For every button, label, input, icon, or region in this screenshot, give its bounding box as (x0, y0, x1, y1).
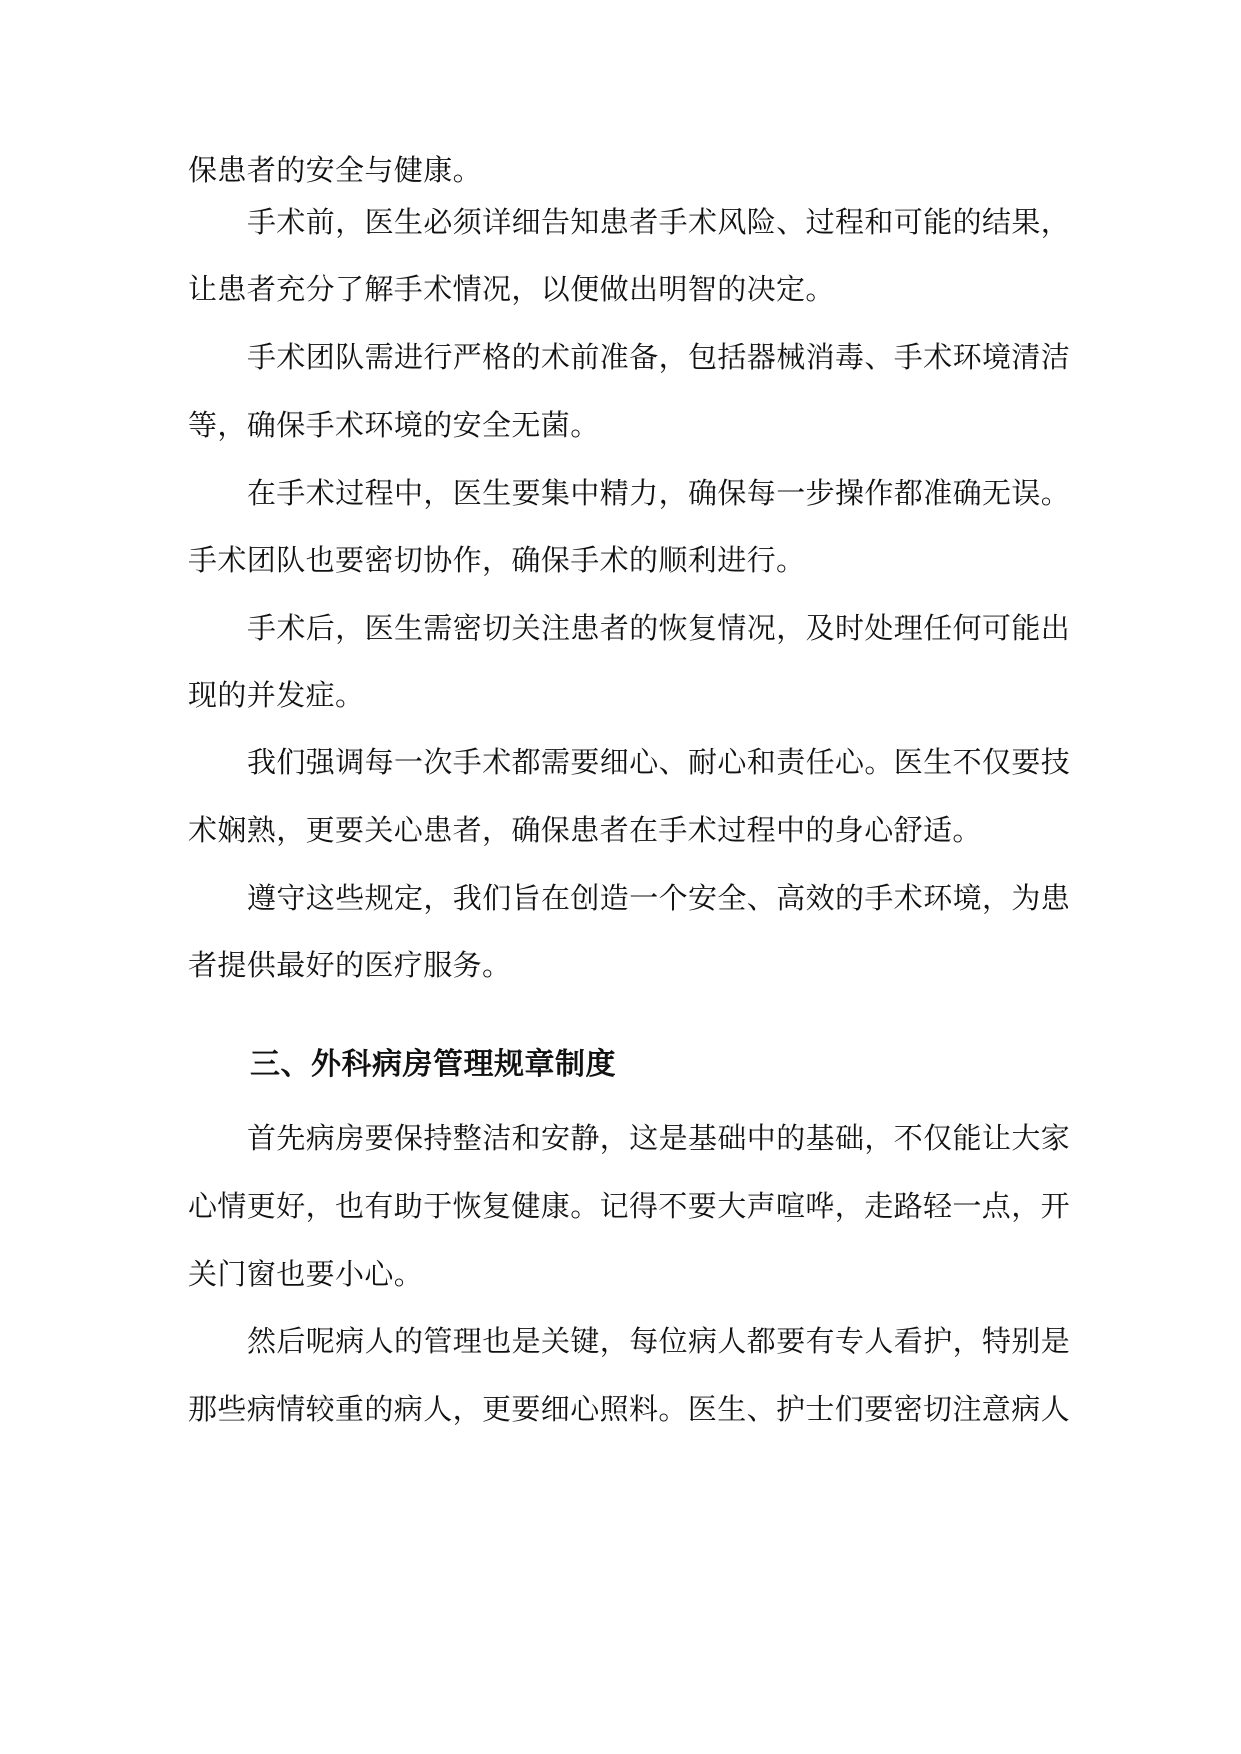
text-line-9: 现的并发症。 (188, 678, 365, 712)
text-line-5: 等，确保手术环境的安全无菌。 (188, 408, 600, 442)
paragraph-intraoperative: 在手术过程中，医生要集中精力，确保每一步操作都准确无误。 (247, 476, 1071, 510)
paragraph-compliance: 遵守这些规定，我们旨在创造一个安全、高效的手术环境，为患 (247, 881, 1071, 915)
text-line-16: 心情更好，也有助于恢复健康。记得不要大声喧哗，走路轻一点，开 (188, 1189, 1071, 1223)
text-line-1: 保患者的安全与健康。 (188, 153, 483, 187)
paragraph-responsibility: 我们强调每一次手术都需要细心、耐心和责任心。医生不仅要技 (247, 745, 1071, 779)
text-line-3: 让患者充分了解手术情况，以便做出明智的决定。 (188, 272, 835, 306)
paragraph-patient-management: 然后呢病人的管理也是关键，每位病人都要有专人看护，特别是 (247, 1324, 1071, 1358)
paragraph-postoperative: 手术后，医生需密切关注患者的恢复情况，及时处理任何可能出 (247, 611, 1071, 645)
paragraph-surgery-informed-consent: 手术前，医生必须详细告知患者手术风险、过程和可能的结果， (247, 205, 1071, 239)
text-line-11: 术娴熟，更要关心患者，确保患者在手术过程中的身心舒适。 (188, 813, 982, 847)
text-line-19: 那些病情较重的病人，更要细心照料。医生、护士们要密切注意病人 (188, 1392, 1071, 1426)
section-heading: 三、外科病房管理规章制度 (250, 1047, 616, 1082)
paragraph-preoperative-preparation: 手术团队需进行严格的术前准备，包括器械消毒、手术环境清洁 (247, 340, 1071, 374)
text-line-7: 手术团队也要密切协作，确保手术的顺利进行。 (188, 543, 806, 577)
text-line-13: 者提供最好的医疗服务。 (188, 948, 512, 982)
text-line-17: 关门窗也要小心。 (188, 1257, 424, 1291)
paragraph-ward-cleanliness: 首先病房要保持整洁和安静，这是基础中的基础，不仅能让大家 (247, 1121, 1071, 1155)
